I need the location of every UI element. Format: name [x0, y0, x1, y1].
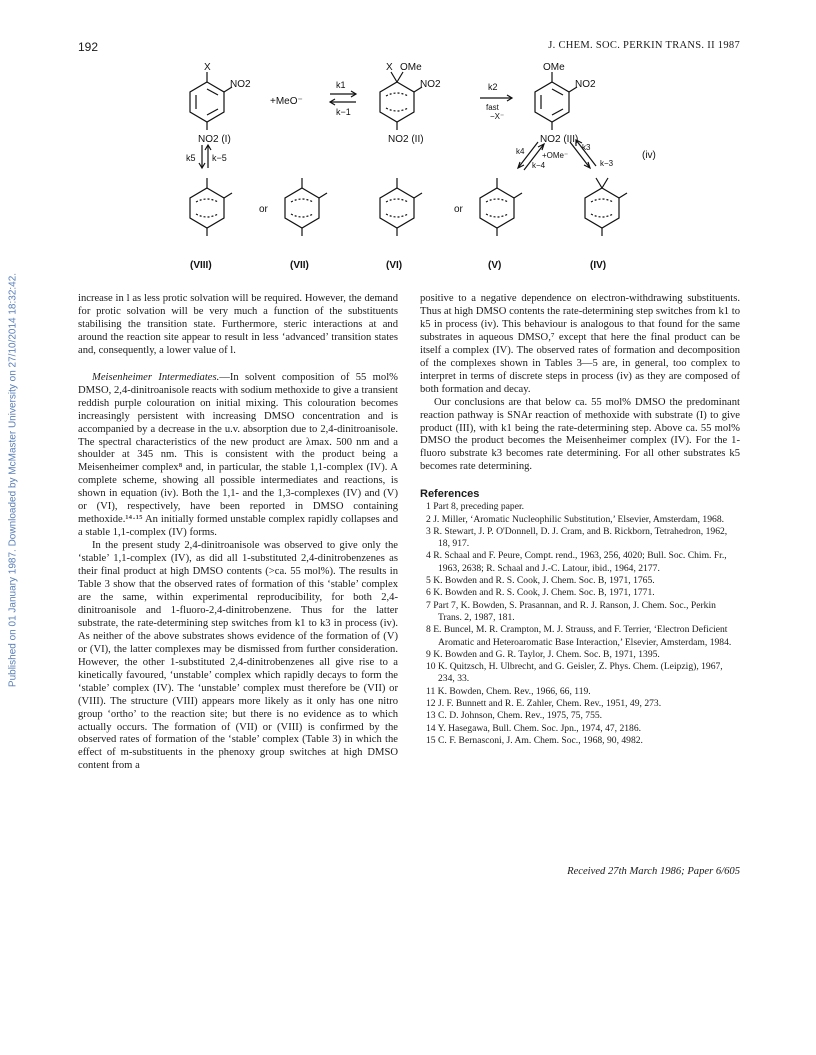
- k5-label: k5: [186, 153, 196, 163]
- label-III-no2: NO2: [575, 79, 596, 90]
- ring-III: [535, 82, 569, 122]
- ring-VII: [285, 188, 319, 228]
- reference-item: 14 Y. Hasegawa, Bull. Chem. Soc. Jpn., 1974, 47, 2186.: [426, 722, 642, 734]
- label-VIII: (VIII): [190, 260, 212, 271]
- references-heading: References: [420, 488, 480, 501]
- page-header: [78, 40, 740, 56]
- left-paragraph-1: increase in l as less protic solvation will be required. However, the demand for protic solvation will be very much a function of the substituents stabilising the transition state. Furthermore, steric interactions at and around the reaction site appear to result in less ‘advanced’ transition states and, consequently, a lower value of l.: [78, 293, 398, 356]
- minus-x-label: −X⁻: [490, 112, 505, 121]
- k-5-label: k−5: [212, 153, 227, 163]
- right-paragraph-2: Our conclusions are that below ca. 55 mol% DMSO the predominant reaction pathway is SNAr reaction of methoxide with substrate (I) to give product (III), with k1 being the rate-determining step. Above ca. 55 mol% DMSO the product becomes the Meisenheimer complex (IV). For the 1-fluoro substrate k3 becomes rate determining. For all other substrates k5 becomes rate determining.: [420, 396, 740, 473]
- label-V: (V): [488, 260, 502, 271]
- reference-item: 9 K. Bowden and G. R. Taylor, J. Chem. Soc. B, 1971, 1395.: [426, 648, 660, 660]
- page-number: 192: [78, 40, 99, 54]
- download-notice-text: Published on 01 January 1987. Downloaded by McMaster University on 27/10/2014 18:32:42.: [7, 272, 19, 688]
- label-I-no2: NO2: [230, 79, 251, 90]
- ring-VIII: [190, 188, 224, 228]
- label-I-bottom: NO2 (I): [198, 134, 231, 145]
- reference-item: 10 K. Quitzsch, H. Ulbrecht, and G. Geisler, Z. Phys. Chem. (Leipzig), 1967, 234, 33.: [426, 661, 723, 685]
- label-VI: (VI): [386, 260, 403, 271]
- reference-item: 1 Part 8, preceding paper.: [426, 501, 525, 513]
- reference-item: 8 E. Buncel, M. R. Crampton, M. J. Strauss, and F. Terrier, ‘Electron Deficient Aromatic and Heteroaromatic Base Interaction,’ Elsevier, Amsterdam, 1984.: [426, 624, 732, 648]
- reference-item: 12 J. F. Bunnett and R. E. Zahler, Chem. Rev., 1951, 49, 273.: [426, 698, 662, 710]
- reaction-scheme: [160, 60, 680, 275]
- label-II-bottom: NO2 (II): [388, 134, 424, 145]
- plus-ome-label: +OMe⁻: [542, 151, 569, 160]
- journal-title: J. CHEM. SOC. PERKIN TRANS. II 1987: [548, 40, 740, 51]
- k-4-label: k−4: [532, 161, 546, 170]
- label-II-ome: OMe: [400, 62, 422, 73]
- reference-item: 13 C. D. Johnson, Chem. Rev., 1975, 75, 755.: [426, 710, 603, 722]
- label-II-x: X: [386, 62, 393, 73]
- right-paragraph-1: positive to a negative dependence on electron-withdrawing substituents. Thus at high DMSO contents the rate-determining step switches from k1 to k5 in process (iv). This behaviour is analogous to that found for the same substrates in aqueous DMSO,⁷ except that here the final product can be itself a complex (IV). The observed rates of formation and decomposition of the complexes shown in Tables 3—5 are, in general, too complex to interpret in terms of discrete steps in process (iv) as they are composed of both formation and decay.: [420, 293, 740, 395]
- ring-I: [190, 82, 224, 122]
- reference-item: 6 K. Bowden and R. S. Cook, J. Chem. Soc. B, 1971, 1771.: [426, 587, 655, 599]
- ring-V: [480, 188, 514, 228]
- k-3-label: k−3: [600, 159, 614, 168]
- k3-label: k3: [582, 143, 591, 152]
- label-II-no2: NO2: [420, 79, 441, 90]
- label-III-ome: OMe: [543, 62, 565, 73]
- reference-item: 5 K. Bowden and R. S. Cook, J. Chem. Soc. B, 1971, 1765.: [426, 575, 655, 587]
- reference-item: 11 K. Bowden, Chem. Rev., 1966, 66, 119.: [426, 685, 591, 697]
- label-III-bottom: NO2 (III): [540, 134, 579, 145]
- ring-IV: [585, 188, 619, 228]
- reference-item: 3 R. Stewart, J. P. O'Donnell, D. J. Cram, and B. Rickborn, Tetrahedron, 1962, 18, 917.: [426, 525, 728, 550]
- reference-item: 15 C. F. Bernasconi, J. Am. Chem. Soc., 1968, 90, 4982.: [426, 734, 643, 746]
- label-I-x: X: [204, 62, 211, 73]
- reference-item: 2 J. Miller, ‘Aromatic Nucleophilic Substitution,’ Elsevier, Amsterdam, 1968.: [426, 513, 725, 525]
- right-column: [420, 293, 740, 747]
- download-notice: [6, 160, 20, 800]
- ring-VI: [380, 188, 414, 228]
- left-paragraph-2-text: —In solvent composition of 55 mol% DMSO, 2,4-dinitroanisole reacts with sodium methoxide to give a transient reddish purple colouration on initial mixing. This colouration becomes increasingly persistent with increasing DMSO concentration and is accompanied by a decrease in the u.v. absorption due to 2,4-dinitroanisole. The spectral characteristics of the new product are λmax. 500 nm and a shoulder at 345 nm. This is consistent with the product being a Meisenheimer complex⁸ and, in particular, the stable 1,1-complex (IV). A complete scheme, showing all possible intermediates and reactions, is shown in equation (iv). Both the 1,1- and the 1,3-complexes (IV) and (V) or (VI), respectively, have been reported in DMSO containing methoxide.¹⁴·¹⁵ An initially formed unstable complex rapidly collapses and a stable 1,1-complex (IV) forms.: [78, 371, 398, 539]
- k4-label: k4: [516, 147, 525, 156]
- left-column: [78, 293, 398, 773]
- references-list: [420, 501, 740, 747]
- equation-number: (iv): [642, 150, 656, 161]
- section-heading: Meisenheimer Intermediates.: [92, 371, 220, 383]
- reference-item: 7 Part 7, K. Bowden, S. Prasannan, and R. J. Ranson, J. Chem. Soc., Perkin Trans. 2, 1987, 181.: [426, 599, 716, 623]
- label-IV: (IV): [590, 260, 607, 271]
- received-note: Received 27th March 1986; Paper 6/605: [567, 866, 740, 877]
- ring-II: [380, 82, 414, 122]
- k-1-label: k−1: [336, 107, 351, 117]
- methoxide-label: +MeO⁻: [270, 96, 303, 107]
- or-1: or: [259, 204, 268, 215]
- fast-label: fast: [486, 103, 499, 112]
- k2-label: k2: [488, 82, 498, 92]
- or-2: or: [454, 204, 463, 215]
- left-paragraph-2: [78, 372, 398, 540]
- reference-item: 4 R. Schaal and F. Peure, Compt. rend., 1963, 256, 4020; Bull. Soc. Chim. Fr., 1963, 2638; R. Schaal and J.-C. Latour, ibid., 1964, 2177.: [426, 550, 727, 574]
- k1-label: k1: [336, 80, 346, 90]
- label-VII: (VII): [290, 260, 309, 271]
- left-paragraph-3: In the present study 2,4-dinitroanisole was observed to give only the ‘stable’ 1,1-complex (IV), as did all 1-substituted 2,4-dinitrobenzenes as their final product at high DMSO contents (>ca. 55 mol%). The results in Table 3 show that the observed rates of formation of this ‘stable’ complex are the same, within experimental reproducibility, for both 2,4-dinitroanisole and 1-fluoro-2,4-dinitrobenzene. Thus for the latter substrate, the rate-determining step switches from k1 to k3 in process (iv). As neither of the above substrates shows evidence of the formation of (V) or (VI), the latter complexes may be dismissed from further consideration. However, the other 1-substituted 2,4-dinitrobenzenes all give rise to a kinetically favoured, ‘unstable’ complex which rapidly decays to form the ‘stable’ complex (IV). The ‘unstable’ complex must therefore be (VII) or (VIII). The structure (VIII) appears more likely as it only has one nitro group ‘ortho’ to the reaction site; but there is no evidence as to which actually occurs. The formation of (VII) or (VIII) is confirmed by the observed rates of formation of the ‘stable’ complex (Table 3) in which the effect of m-substituents in the phenoxy group switches at high DMSO content from a: [78, 540, 398, 772]
